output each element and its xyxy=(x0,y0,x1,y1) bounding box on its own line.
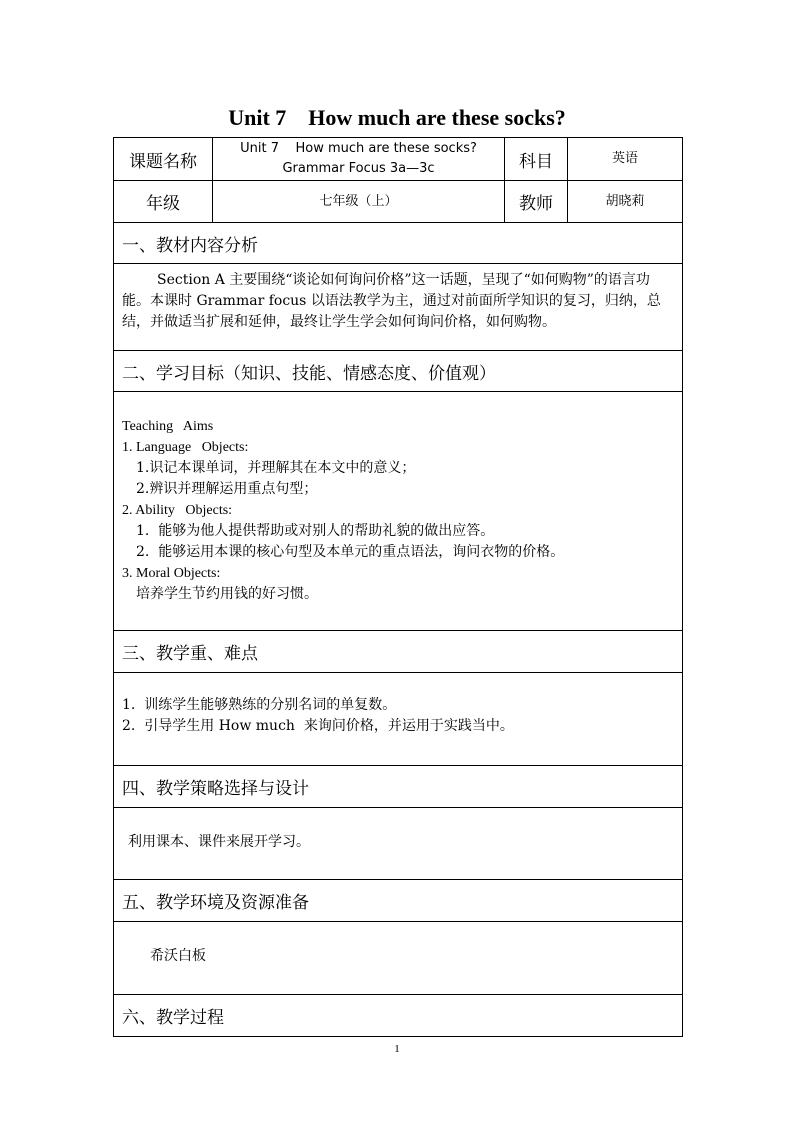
key-point-2: 2. 引导学生用 How much 来询问价格，并运用于实践当中。 xyxy=(122,718,514,734)
ability-objective-1: 1. 能够为他人提供帮助或对别人的帮助礼貌的做出应答。 xyxy=(136,523,495,539)
section-2-heading: 二、学习目标（知识、技能、情感态度、价值观） xyxy=(114,351,683,392)
lesson-plan-table xyxy=(113,137,683,1037)
grade-label: 年级 xyxy=(114,181,213,223)
page-number: 1 xyxy=(394,1043,400,1055)
teacher-label: 教师 xyxy=(505,181,568,223)
section-5-body xyxy=(114,922,683,995)
topic-value-line1: Unit 7 How much are these socks? xyxy=(240,141,477,156)
section-5-heading: 五、教学环境及资源准备 xyxy=(114,880,683,922)
section-5-text: 希沃白板 xyxy=(150,948,206,964)
aims-heading: Teaching Aims xyxy=(122,419,214,434)
section-6-heading: 六、教学过程 xyxy=(114,995,683,1037)
ability-objects-heading: 2. Ability Objects: xyxy=(122,503,233,518)
ability-objective-2: 2. 能够运用本课的核心句型及本单元的重点语法，询问衣物的价格。 xyxy=(136,544,565,560)
moral-objects-heading: 3. Moral Objects: xyxy=(122,566,221,581)
section-1-body xyxy=(114,264,683,351)
section-3-body xyxy=(114,673,683,766)
topic-row xyxy=(114,138,683,181)
subject-value: 英语 xyxy=(568,138,683,181)
section-2-body xyxy=(114,392,683,631)
teacher-value: 胡晓莉 xyxy=(568,181,683,223)
language-objective-1: 1.识记本课单词，并理解其在本文中的意义； xyxy=(136,460,416,476)
topic-value-line2: Grammar Focus 3a—3c xyxy=(282,161,435,176)
language-objects-heading: 1. Language Objects: xyxy=(122,440,249,455)
grade-row xyxy=(114,181,683,223)
subject-label: 科目 xyxy=(505,138,568,181)
section-1-text: Section A 主要围绕“谈论如何询问价格”这一话题，呈现了“如何购物”的语言功能。本课时 Grammar focus 以语法教学为主，通过对前面所学知识的复习，归纳，总结，并做适当扩展和延伸，最终让学生学会如何询问价格，如何购物。 xyxy=(122,272,661,330)
topic-label: 课题名称 xyxy=(114,138,213,181)
moral-objective-1: 培养学生节约用钱的好习惯。 xyxy=(136,586,318,602)
section-1-heading: 一、教材内容分析 xyxy=(114,223,683,264)
key-point-1: 1. 训练学生能够熟练的分别名词的单复数。 xyxy=(122,697,397,713)
document-title: Unit 7 How much are these socks? xyxy=(228,105,566,130)
section-4-body xyxy=(114,808,683,880)
language-objective-2: 2.辨识并理解运用重点句型； xyxy=(136,481,318,497)
section-3-heading: 三、教学重、难点 xyxy=(114,631,683,673)
grade-value: 七年级（上） xyxy=(213,181,505,223)
section-4-text: 利用课本、课件来展开学习。 xyxy=(128,834,310,850)
topic-value xyxy=(213,138,505,181)
section-4-heading: 四、教学策略选择与设计 xyxy=(114,766,683,808)
